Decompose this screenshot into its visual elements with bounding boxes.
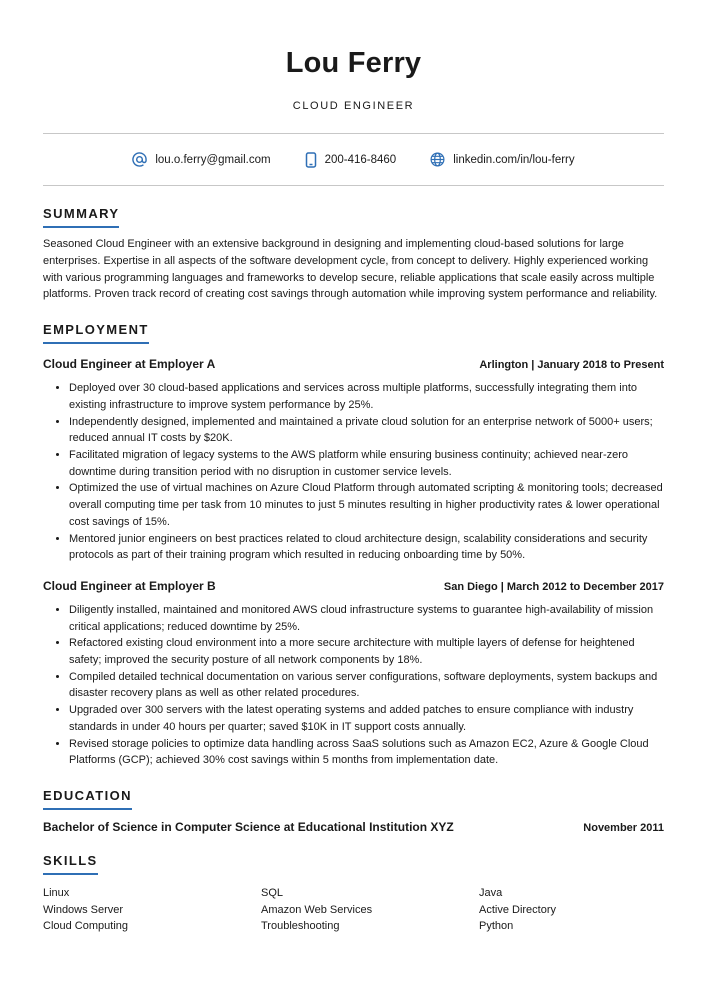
skills-section <box>43 852 664 935</box>
candidate-role: CLOUD ENGINEER <box>292 100 415 112</box>
job-bullet: • Deployed over 30 cloud-based applications and services across multiple platforms, successfully integrating them into existing infrastructure to improve system performance by 25%. <box>69 380 664 413</box>
job-bullet: • Optimized the use of virtual machines on Azure Cloud Platform through automated scripting & monitoring tools; decreased overall computing time per task from 10 minutes to just 5 minutes resulting in higher productivity rates & lower operational cost savings of 15%. <box>69 480 664 530</box>
phone-text: 200-416-8460 <box>324 153 397 166</box>
skills-grid <box>43 885 664 935</box>
candidate-name: Lou Ferry <box>285 47 422 79</box>
skill-item: Windows Server <box>43 903 124 916</box>
job-bullet: • Facilitated migration of legacy systems to the AWS platform while ensuring business continuity; achieved near-zero downtime during transition period with no disruption in customer service levels. <box>69 447 664 480</box>
contact-email[interactable] <box>132 152 270 167</box>
employment-heading: EMPLOYMENT <box>43 322 149 344</box>
degree-title: Bachelor of Science in Computer Science at Educational Institution XYZ <box>43 819 454 834</box>
at-icon <box>132 152 147 167</box>
skill-item: Python <box>479 920 514 933</box>
job-bullet: • Independently designed, implemented and maintained a private cloud solution for an enterprise network of 5000+ users; reduced annual IT costs by $20K. <box>69 414 664 447</box>
phone-icon <box>305 152 317 168</box>
linkedin-text: linkedin.com/in/lou-ferry <box>453 153 575 166</box>
skill-item: SQL <box>261 886 284 899</box>
email-text: lou.o.ferry@gmail.com <box>155 153 271 166</box>
education-entry <box>43 820 664 834</box>
skill-item: Linux <box>43 886 70 899</box>
contact-divider <box>43 185 664 186</box>
job-entry <box>43 356 664 564</box>
summary-heading: SUMMARY <box>43 206 119 228</box>
education-section <box>43 787 664 834</box>
contact-bar <box>43 134 664 185</box>
skills-heading: SKILLS <box>43 853 98 875</box>
skill-item: Java <box>479 886 503 899</box>
skills-column <box>261 885 479 935</box>
job-entry <box>43 578 664 769</box>
skill-item: Active Directory <box>479 903 557 916</box>
skill-item: Amazon Web Services <box>261 903 373 916</box>
skills-column <box>43 885 261 935</box>
job-bullet: • Mentored junior engineers on best practices related to cloud architecture design, scalability considerations and security protocols as part of their training program which resulted in reducing onboarding time by 50%. <box>69 531 664 564</box>
job-header <box>43 356 664 373</box>
graduation-date: November 2011 <box>583 821 664 834</box>
job-title: Cloud Engineer at Employer B <box>43 578 216 593</box>
skill-item: Cloud Computing <box>43 920 128 933</box>
job-location-dates: San Diego | March 2012 to December 2017 <box>443 580 664 593</box>
skills-column <box>479 885 664 935</box>
skill-item: Troubleshooting <box>261 920 340 933</box>
job-bullets <box>43 380 664 564</box>
job-bullets <box>43 602 664 769</box>
job-header <box>43 578 664 595</box>
employment-section <box>43 321 664 769</box>
globe-icon <box>430 152 445 167</box>
contact-linkedin[interactable] <box>430 152 574 167</box>
summary-section <box>43 205 664 303</box>
job-title: Cloud Engineer at Employer A <box>43 357 216 372</box>
summary-text: Seasoned Cloud Engineer with an extensive background in designing and implementing cloud-based solutions for large enterprises. Expertise in all aspects of the software development cycle, from concept to delivery. Highly experienced working with various programming languages and frameworks to develop secure, reliable applications that scale easily across multiple platforms. Proven track record of creating cost savings through automation while improving system performance and reliability. <box>43 238 658 301</box>
job-bullet: • Diligently installed, maintained and monitored AWS cloud infrastructure systems to guarantee high-availability of mission critical applications; reduced downtime by 25%. <box>69 602 664 635</box>
contact-phone[interactable] <box>305 152 397 168</box>
job-bullet: • Refactored existing cloud environment into a more secure architecture with multiple layers of defense for heightened safety; improved the security posture of all network components by 18%. <box>69 635 664 668</box>
job-bullet: • Upgraded over 300 servers with the latest operating systems and added patches to ensure compliance with industry standards in under 40 hours per quarter; saved $10K in IT support costs annually. <box>69 702 664 735</box>
job-bullet: • Compiled detailed technical documentation on various server configurations, software deployments, system backups and disaster recovery plans as well as other related procedures. <box>69 669 664 702</box>
job-location-dates: Arlington | January 2018 to Present <box>479 359 664 372</box>
job-bullet: • Revised storage policies to optimize data handling across SaaS solutions such as Amazon EC2, Azure & Google Cloud Platforms (GCP); achieved 30% cost savings within 5 months from implementation date. <box>69 736 664 769</box>
education-heading: EDUCATION <box>43 788 132 810</box>
